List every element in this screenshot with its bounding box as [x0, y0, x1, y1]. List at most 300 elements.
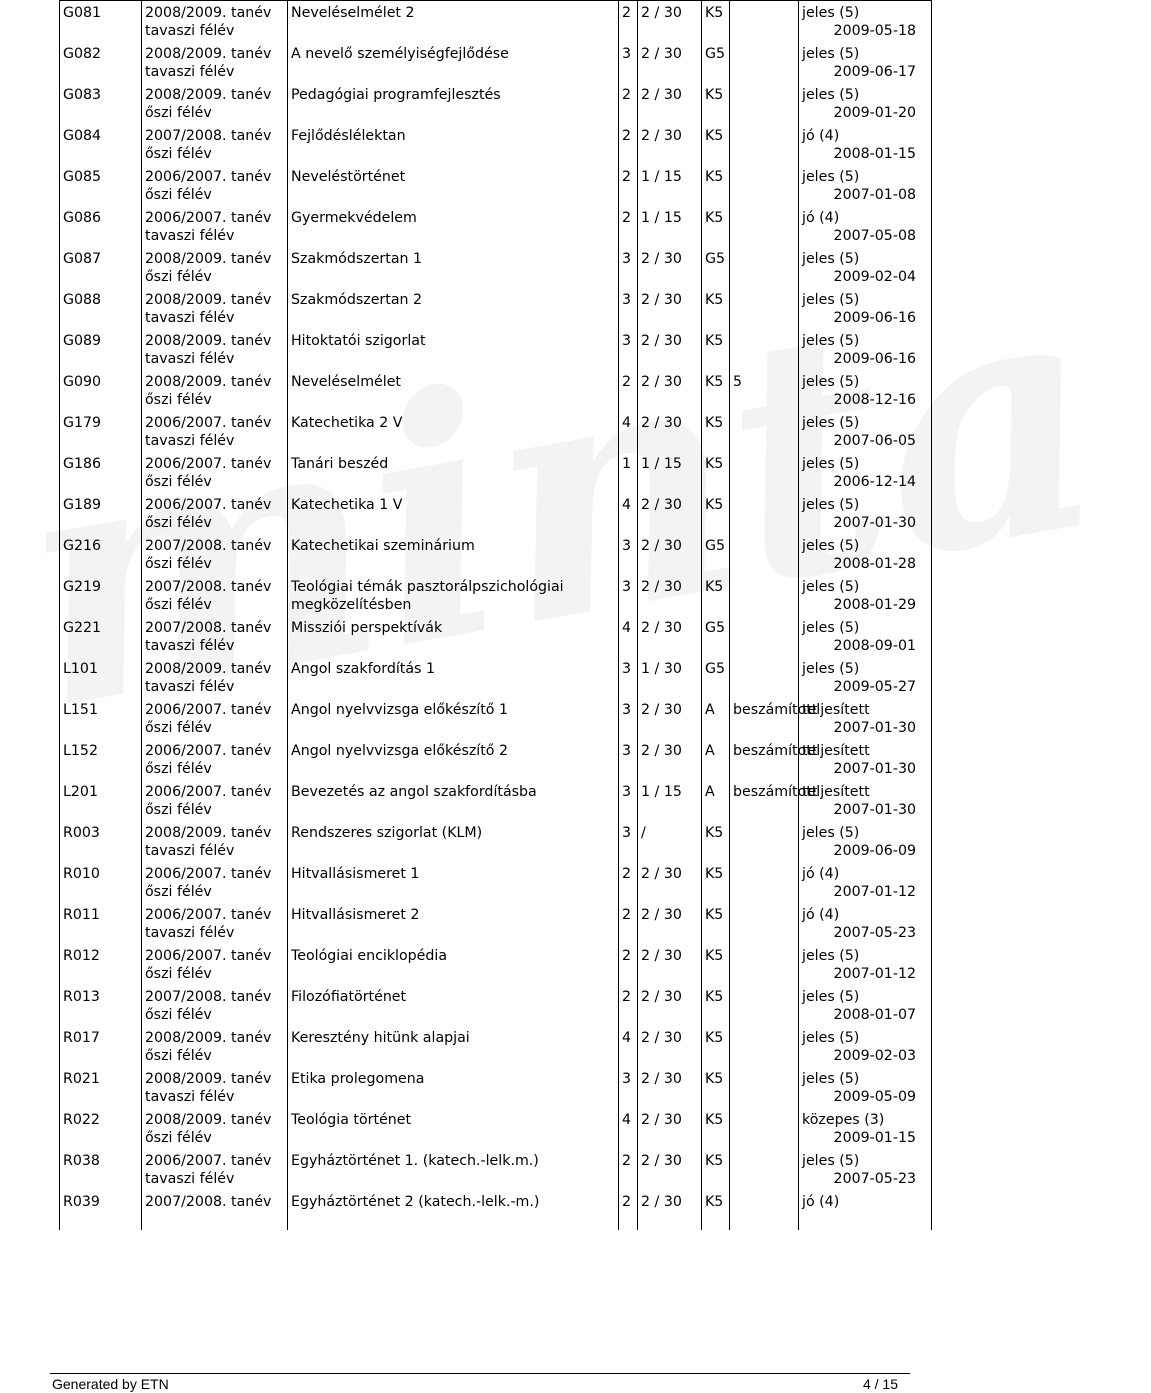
cell-hours: 2 / 30 — [638, 1067, 702, 1108]
cell-type: K5 — [702, 83, 730, 124]
cell-type: K5 — [702, 124, 730, 165]
cell-type: G5 — [702, 247, 730, 288]
grade-text: jeles (5) — [802, 250, 860, 267]
cell-code: R012 — [60, 944, 142, 985]
cell-year-term — [142, 616, 288, 657]
year-text: 2008/2009. tanév — [145, 250, 272, 267]
year-text: 2006/2007. tanév — [145, 947, 272, 964]
cell-code: R021 — [60, 1067, 142, 1108]
cell-credits: 4 — [619, 1108, 638, 1149]
term-text: őszi félév — [145, 391, 212, 408]
table-row — [60, 575, 932, 616]
cell-extra: 5 — [730, 370, 799, 411]
cell-grade — [799, 575, 932, 616]
cell-grade — [799, 83, 932, 124]
cell-hours: 2 / 30 — [638, 493, 702, 534]
cell-name: Tanári beszéd — [288, 452, 619, 493]
cell-type: K5 — [702, 1108, 730, 1149]
cell-hours: 2 / 30 — [638, 1190, 702, 1230]
cell-type: A — [702, 780, 730, 821]
grade-date: 2007-01-30 — [833, 760, 916, 777]
cell-code: G086 — [60, 206, 142, 247]
grade-date: 2007-05-23 — [833, 924, 916, 941]
cell-grade — [799, 1026, 932, 1067]
cell-grade — [799, 42, 932, 83]
cell-code: R039 — [60, 1190, 142, 1230]
grade-text: jeles (5) — [802, 537, 860, 554]
cell-grade — [799, 452, 932, 493]
term-text: őszi félév — [145, 473, 212, 490]
cell-year-term — [142, 124, 288, 165]
cell-code: G085 — [60, 165, 142, 206]
cell-credits: 3 — [619, 534, 638, 575]
cell-year-term — [142, 1026, 288, 1067]
cell-extra — [730, 1190, 799, 1230]
cell-code: G083 — [60, 83, 142, 124]
footer-page-number: 4 / 15 — [862, 1376, 898, 1392]
cell-type: A — [702, 698, 730, 739]
year-text: 2008/2009. tanév — [145, 5, 272, 21]
grade-text: jó (4) — [802, 209, 840, 226]
table-row — [60, 1026, 932, 1067]
cell-credits: 2 — [619, 83, 638, 124]
cell-hours: 2 / 30 — [638, 1149, 702, 1190]
cell-extra — [730, 42, 799, 83]
cell-type: G5 — [702, 534, 730, 575]
cell-name: Teológia történet — [288, 1108, 619, 1149]
table-row — [60, 698, 932, 739]
table-row — [60, 985, 932, 1026]
cell-extra — [730, 1108, 799, 1149]
cell-credits: 3 — [619, 698, 638, 739]
cell-year-term — [142, 944, 288, 985]
cell-credits: 3 — [619, 739, 638, 780]
cell-grade — [799, 698, 932, 739]
grade-date: 2006-12-14 — [833, 473, 916, 490]
cell-name: Katechetikai szeminárium — [288, 534, 619, 575]
cell-year-term — [142, 370, 288, 411]
grade-text: jeles (5) — [802, 1029, 860, 1046]
cell-code: R010 — [60, 862, 142, 903]
cell-extra — [730, 944, 799, 985]
cell-extra — [730, 165, 799, 206]
cell-hours: 2 / 30 — [638, 862, 702, 903]
year-text: 2008/2009. tanév — [145, 332, 272, 349]
table-row — [60, 165, 932, 206]
cell-grade — [799, 1190, 932, 1230]
cell-name: Hitoktatói szigorlat — [288, 329, 619, 370]
cell-extra — [730, 616, 799, 657]
year-text: 2006/2007. tanév — [145, 1152, 272, 1169]
term-text: őszi félév — [145, 801, 212, 818]
cell-type: K5 — [702, 493, 730, 534]
cell-hours: 2 / 30 — [638, 411, 702, 452]
table-row — [60, 944, 932, 985]
cell-code: R022 — [60, 1108, 142, 1149]
cell-type: G5 — [702, 657, 730, 698]
cell-name: Hitvallásismeret 1 — [288, 862, 619, 903]
term-text: őszi félév — [145, 1006, 212, 1023]
table-row — [60, 657, 932, 698]
cell-year-term — [142, 985, 288, 1026]
term-text: őszi félév — [145, 268, 212, 285]
grade-date: 2007-01-08 — [833, 186, 916, 203]
cell-code: G084 — [60, 124, 142, 165]
term-text: őszi félév — [145, 883, 212, 900]
cell-extra — [730, 1149, 799, 1190]
grade-text: teljesített — [802, 742, 870, 759]
year-text: 2006/2007. tanév — [145, 455, 272, 472]
term-text: őszi félév — [145, 555, 212, 572]
cell-year-term — [142, 1108, 288, 1149]
grade-text: jeles (5) — [802, 1070, 860, 1087]
table-row — [60, 83, 932, 124]
cell-type: K5 — [702, 1190, 730, 1230]
table-row — [60, 1149, 932, 1190]
cell-credits: 3 — [619, 1067, 638, 1108]
grade-date: 2007-01-12 — [833, 965, 916, 982]
cell-name: Egyháztörténet 2 (katech.-lelk.-m.) — [288, 1190, 619, 1230]
cell-extra — [730, 288, 799, 329]
cell-extra — [730, 903, 799, 944]
table-row — [60, 411, 932, 452]
cell-name: Filozófiatörténet — [288, 985, 619, 1026]
cell-code: G089 — [60, 329, 142, 370]
year-text: 2006/2007. tanév — [145, 168, 272, 185]
cell-type: K5 — [702, 944, 730, 985]
table-row — [60, 903, 932, 944]
term-text: őszi félév — [145, 1047, 212, 1064]
grade-text: jeles (5) — [802, 619, 860, 636]
year-text: 2006/2007. tanév — [145, 865, 272, 882]
cell-credits: 2 — [619, 124, 638, 165]
cell-code: G219 — [60, 575, 142, 616]
grade-text: közepes (3) — [802, 1111, 885, 1128]
term-text: őszi félév — [145, 1129, 212, 1146]
cell-name: Neveléselmélet — [288, 370, 619, 411]
grade-date: 2007-05-23 — [833, 1170, 916, 1187]
table-row — [60, 124, 932, 165]
grade-text: jeles (5) — [802, 414, 860, 431]
table-row — [60, 821, 932, 862]
table-row — [60, 42, 932, 83]
term-text: őszi félév — [145, 596, 212, 613]
grade-text: jeles (5) — [802, 332, 860, 349]
cell-code: R011 — [60, 903, 142, 944]
cell-year-term — [142, 575, 288, 616]
cell-extra — [730, 411, 799, 452]
table-row — [60, 1067, 932, 1108]
cell-name: Keresztény hitünk alapjai — [288, 1026, 619, 1067]
year-text: 2008/2009. tanév — [145, 824, 272, 841]
cell-extra — [730, 1, 799, 42]
table-row — [60, 1108, 932, 1149]
year-text: 2008/2009. tanév — [145, 45, 272, 62]
cell-name: Angol nyelvvizsga előkészítő 1 — [288, 698, 619, 739]
grade-text: jeles (5) — [802, 496, 860, 513]
cell-hours: 1 / 15 — [638, 780, 702, 821]
table-row — [60, 1190, 932, 1230]
cell-year-term — [142, 411, 288, 452]
cell-name: Rendszeres szigorlat (KLM) — [288, 821, 619, 862]
cell-extra — [730, 124, 799, 165]
cell-grade — [799, 370, 932, 411]
term-text: őszi félév — [145, 719, 212, 736]
cell-name: Szakmódszertan 2 — [288, 288, 619, 329]
cell-type: K5 — [702, 862, 730, 903]
cell-hours: 2 / 30 — [638, 329, 702, 370]
cell-credits: 2 — [619, 1, 638, 42]
grade-text: jeles (5) — [802, 824, 860, 841]
year-text: 2006/2007. tanév — [145, 496, 272, 513]
year-text: 2008/2009. tanév — [145, 1111, 272, 1128]
term-text: őszi félév — [145, 145, 212, 162]
cell-hours: / — [638, 821, 702, 862]
cell-name: Angol szakfordítás 1 — [288, 657, 619, 698]
year-text: 2007/2008. tanév — [145, 1193, 272, 1210]
cell-code: R017 — [60, 1026, 142, 1067]
cell-credits: 2 — [619, 862, 638, 903]
term-text: tavaszi félév — [145, 637, 235, 654]
cell-hours: 2 / 30 — [638, 903, 702, 944]
year-text: 2007/2008. tanév — [145, 127, 272, 144]
cell-type: K5 — [702, 206, 730, 247]
table-row — [60, 288, 932, 329]
cell-hours: 2 / 30 — [638, 616, 702, 657]
table-row — [60, 329, 932, 370]
grade-text: teljesített — [802, 783, 870, 800]
cell-name: Katechetika 2 V — [288, 411, 619, 452]
cell-hours: 2 / 30 — [638, 83, 702, 124]
cell-extra — [730, 534, 799, 575]
grade-text: jeles (5) — [802, 660, 860, 677]
cell-grade — [799, 288, 932, 329]
cell-hours: 2 / 30 — [638, 985, 702, 1026]
cell-name: Gyermekvédelem — [288, 206, 619, 247]
grade-date: 2008-12-16 — [833, 391, 916, 408]
cell-credits: 4 — [619, 616, 638, 657]
cell-extra — [730, 452, 799, 493]
cell-name: Bevezetés az angol szakfordításba — [288, 780, 619, 821]
cell-type: K5 — [702, 821, 730, 862]
cell-hours: 1 / 15 — [638, 206, 702, 247]
grade-date: 2009-05-09 — [833, 1088, 916, 1105]
year-text: 2008/2009. tanév — [145, 291, 272, 308]
term-text: tavaszi félév — [145, 23, 235, 39]
cell-name: Fejlődéslélektan — [288, 124, 619, 165]
cell-extra — [730, 862, 799, 903]
grade-date: 2008-01-28 — [833, 555, 916, 572]
grade-date: 2009-02-03 — [833, 1047, 916, 1064]
cell-hours: 2 / 30 — [638, 575, 702, 616]
cell-grade — [799, 1067, 932, 1108]
cell-code: G189 — [60, 493, 142, 534]
cell-year-term — [142, 862, 288, 903]
grade-date: 2009-05-27 — [833, 678, 916, 695]
cell-code: L152 — [60, 739, 142, 780]
cell-grade — [799, 821, 932, 862]
year-text: 2006/2007. tanév — [145, 906, 272, 923]
cell-name: Teológiai témák pasztorálpszichológiai megközelítésben — [288, 575, 619, 616]
cell-extra — [730, 493, 799, 534]
cell-grade — [799, 247, 932, 288]
grade-date: 2008-09-01 — [833, 637, 916, 654]
cell-name: Angol nyelvvizsga előkészítő 2 — [288, 739, 619, 780]
cell-name: Missziói perspektívák — [288, 616, 619, 657]
cell-grade — [799, 1, 932, 42]
cell-credits: 3 — [619, 42, 638, 83]
cell-year-term — [142, 698, 288, 739]
year-text: 2006/2007. tanév — [145, 414, 272, 431]
cell-hours: 2 / 30 — [638, 1108, 702, 1149]
cell-name: Pedagógiai programfejlesztés — [288, 83, 619, 124]
year-text: 2006/2007. tanév — [145, 209, 272, 226]
cell-code: G088 — [60, 288, 142, 329]
cell-type: K5 — [702, 288, 730, 329]
cell-extra — [730, 329, 799, 370]
grade-text: jó (4) — [802, 127, 840, 144]
cell-code: R013 — [60, 985, 142, 1026]
table-row — [60, 452, 932, 493]
table-row — [60, 862, 932, 903]
cell-code: L101 — [60, 657, 142, 698]
cell-code: G087 — [60, 247, 142, 288]
table-row — [60, 780, 932, 821]
cell-grade — [799, 1108, 932, 1149]
cell-type: G5 — [702, 616, 730, 657]
year-text: 2007/2008. tanév — [145, 578, 272, 595]
cell-credits: 2 — [619, 1190, 638, 1230]
table-row — [60, 206, 932, 247]
cell-type: K5 — [702, 452, 730, 493]
cell-extra — [730, 1026, 799, 1067]
cell-extra — [730, 1067, 799, 1108]
grade-date: 2008-01-29 — [833, 596, 916, 613]
cell-year-term — [142, 247, 288, 288]
cell-extra — [730, 657, 799, 698]
cell-hours: 1 / 15 — [638, 452, 702, 493]
cell-credits: 3 — [619, 329, 638, 370]
grade-date: 2007-01-30 — [833, 514, 916, 531]
grade-date: 2009-01-20 — [833, 104, 916, 121]
year-text: 2008/2009. tanév — [145, 1029, 272, 1046]
year-text: 2007/2008. tanév — [145, 537, 272, 554]
cell-hours: 2 / 30 — [638, 288, 702, 329]
cell-type: K5 — [702, 1026, 730, 1067]
cell-extra — [730, 575, 799, 616]
cell-extra — [730, 247, 799, 288]
cell-grade — [799, 124, 932, 165]
cell-grade — [799, 862, 932, 903]
year-text: 2008/2009. tanév — [145, 1070, 272, 1087]
year-text: 2006/2007. tanév — [145, 701, 272, 718]
cell-credits: 2 — [619, 985, 638, 1026]
grade-date: 2009-06-16 — [833, 309, 916, 326]
term-text: tavaszi félév — [145, 924, 235, 941]
cell-name: Neveléselmélet 2 — [288, 1, 619, 42]
cell-name: Neveléstörténet — [288, 165, 619, 206]
cell-credits: 2 — [619, 206, 638, 247]
grade-date: 2007-06-05 — [833, 432, 916, 449]
cell-hours: 2 / 30 — [638, 42, 702, 83]
cell-name: Katechetika 1 V — [288, 493, 619, 534]
term-text: őszi félév — [145, 514, 212, 531]
cell-grade — [799, 657, 932, 698]
cell-extra: beszámított — [730, 698, 799, 739]
cell-grade — [799, 903, 932, 944]
cell-year-term — [142, 288, 288, 329]
grade-text: jó (4) — [802, 865, 840, 882]
cell-hours: 2 / 30 — [638, 698, 702, 739]
cell-hours: 2 / 30 — [638, 370, 702, 411]
grade-text: jó (4) — [802, 1193, 840, 1210]
cell-code: G216 — [60, 534, 142, 575]
year-text: 2007/2008. tanév — [145, 988, 272, 1005]
term-text: tavaszi félév — [145, 350, 235, 367]
grade-text: jeles (5) — [802, 5, 860, 21]
cell-extra — [730, 206, 799, 247]
cell-type: K5 — [702, 370, 730, 411]
cell-grade — [799, 944, 932, 985]
cell-name: Szakmódszertan 1 — [288, 247, 619, 288]
grade-text: jeles (5) — [802, 578, 860, 595]
grade-date: 2007-01-12 — [833, 883, 916, 900]
cell-code: G082 — [60, 42, 142, 83]
grade-date: 2009-06-17 — [833, 63, 916, 80]
cell-credits: 2 — [619, 370, 638, 411]
grade-date: 2009-06-09 — [833, 842, 916, 859]
grade-text: teljesített — [802, 701, 870, 718]
cell-hours: 2 / 30 — [638, 124, 702, 165]
cell-extra — [730, 821, 799, 862]
cell-credits: 3 — [619, 821, 638, 862]
term-text: tavaszi félév — [145, 1170, 235, 1187]
cell-extra: beszámított — [730, 780, 799, 821]
cell-credits: 2 — [619, 165, 638, 206]
term-text: őszi félév — [145, 760, 212, 777]
cell-year-term — [142, 329, 288, 370]
cell-grade — [799, 534, 932, 575]
cell-year-term — [142, 452, 288, 493]
grade-date: 2008-01-15 — [833, 145, 916, 162]
cell-hours: 2 / 30 — [638, 247, 702, 288]
cell-credits: 3 — [619, 575, 638, 616]
cell-year-term — [142, 1190, 288, 1230]
cell-name: Hitvallásismeret 2 — [288, 903, 619, 944]
cell-type: K5 — [702, 1067, 730, 1108]
cell-year-term — [142, 165, 288, 206]
year-text: 2006/2007. tanév — [145, 742, 272, 759]
grade-date: 2008-01-07 — [833, 1006, 916, 1023]
year-text: 2007/2008. tanév — [145, 619, 272, 636]
cell-type: K5 — [702, 1149, 730, 1190]
cell-hours: 2 / 30 — [638, 1, 702, 42]
cell-year-term — [142, 83, 288, 124]
cell-type: A — [702, 739, 730, 780]
cell-grade — [799, 493, 932, 534]
term-text: tavaszi félév — [145, 309, 235, 326]
cell-code: G186 — [60, 452, 142, 493]
cell-credits: 3 — [619, 247, 638, 288]
term-text: tavaszi félév — [145, 678, 235, 695]
grade-date: 2009-05-18 — [833, 23, 916, 39]
cell-name: A nevelő személyiségfejlődése — [288, 42, 619, 83]
cell-hours: 2 / 30 — [638, 944, 702, 985]
footer-generated: Generated by ETN — [52, 1376, 169, 1392]
table-row — [60, 1, 932, 42]
cell-hours: 2 / 30 — [638, 534, 702, 575]
cell-year-term — [142, 739, 288, 780]
